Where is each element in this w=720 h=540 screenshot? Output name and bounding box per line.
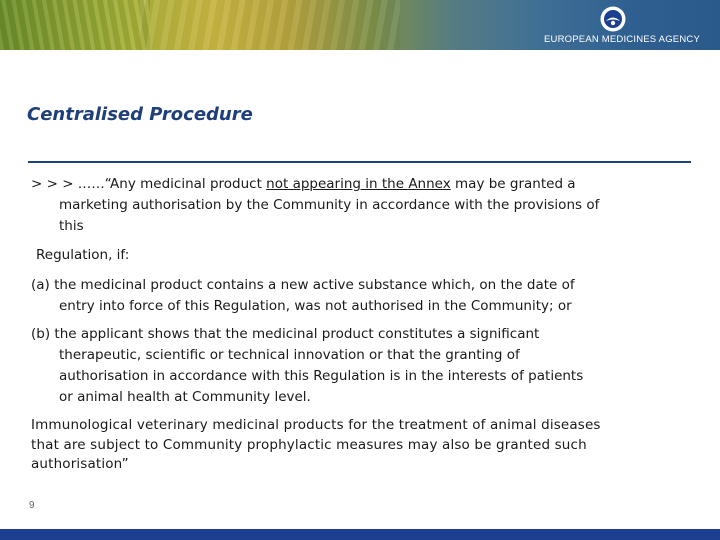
condition-b-line-4: or animal health at Community level.	[59, 389, 311, 405]
page-number: 9	[29, 500, 35, 511]
banner-texture-middle	[140, 0, 400, 50]
title-divider	[28, 161, 691, 163]
footer-bar	[0, 529, 720, 540]
intro-prefix: > > > ……“Any medicinal product	[31, 176, 267, 192]
paragraph-condition-b	[31, 324, 701, 408]
paragraph-intro	[31, 174, 701, 237]
agency-name: EUROPEAN MEDICINES AGENCY	[544, 34, 700, 45]
intro-line-3: this	[59, 218, 84, 234]
intro-line-2: marketing authorisation by the Community in accordance with the provisions of	[59, 197, 600, 213]
condition-b-line-2: therapeutic, scientific or technical innovation or that the granting of	[59, 347, 520, 363]
condition-b-line-1: (b) the applicant shows that the medicinal product constitutes a significant	[31, 326, 540, 342]
header-banner	[0, 0, 720, 50]
ema-emblem-icon	[600, 6, 626, 32]
slide-title: Centralised Procedure	[27, 104, 253, 125]
banner-texture-left	[0, 0, 150, 50]
condition-a-line-1: (a) the medicinal product contains a new active substance which, on the date of	[31, 277, 575, 293]
paragraph-immunological	[31, 416, 711, 475]
intro-underlined: not appearing in the Annex	[266, 176, 451, 192]
condition-a-line-2: entry into force of this Regulation, was not authorised in the Community; or	[59, 298, 572, 314]
paragraph-regulation: Regulation, if:	[36, 247, 130, 263]
intro-suffix: may be granted a	[450, 176, 576, 192]
condition-b-line-3: authorisation in accordance with this Regulation is in the interests of patients	[59, 368, 584, 384]
immunological-line-1: Immunological veterinary medicinal products for the treatment of animal diseases	[31, 417, 601, 433]
immunological-line-3: authorisation”	[31, 456, 129, 472]
paragraph-condition-a	[31, 275, 701, 317]
immunological-line-2: that are subject to Community prophylactic measures may also be granted such	[31, 436, 587, 453]
